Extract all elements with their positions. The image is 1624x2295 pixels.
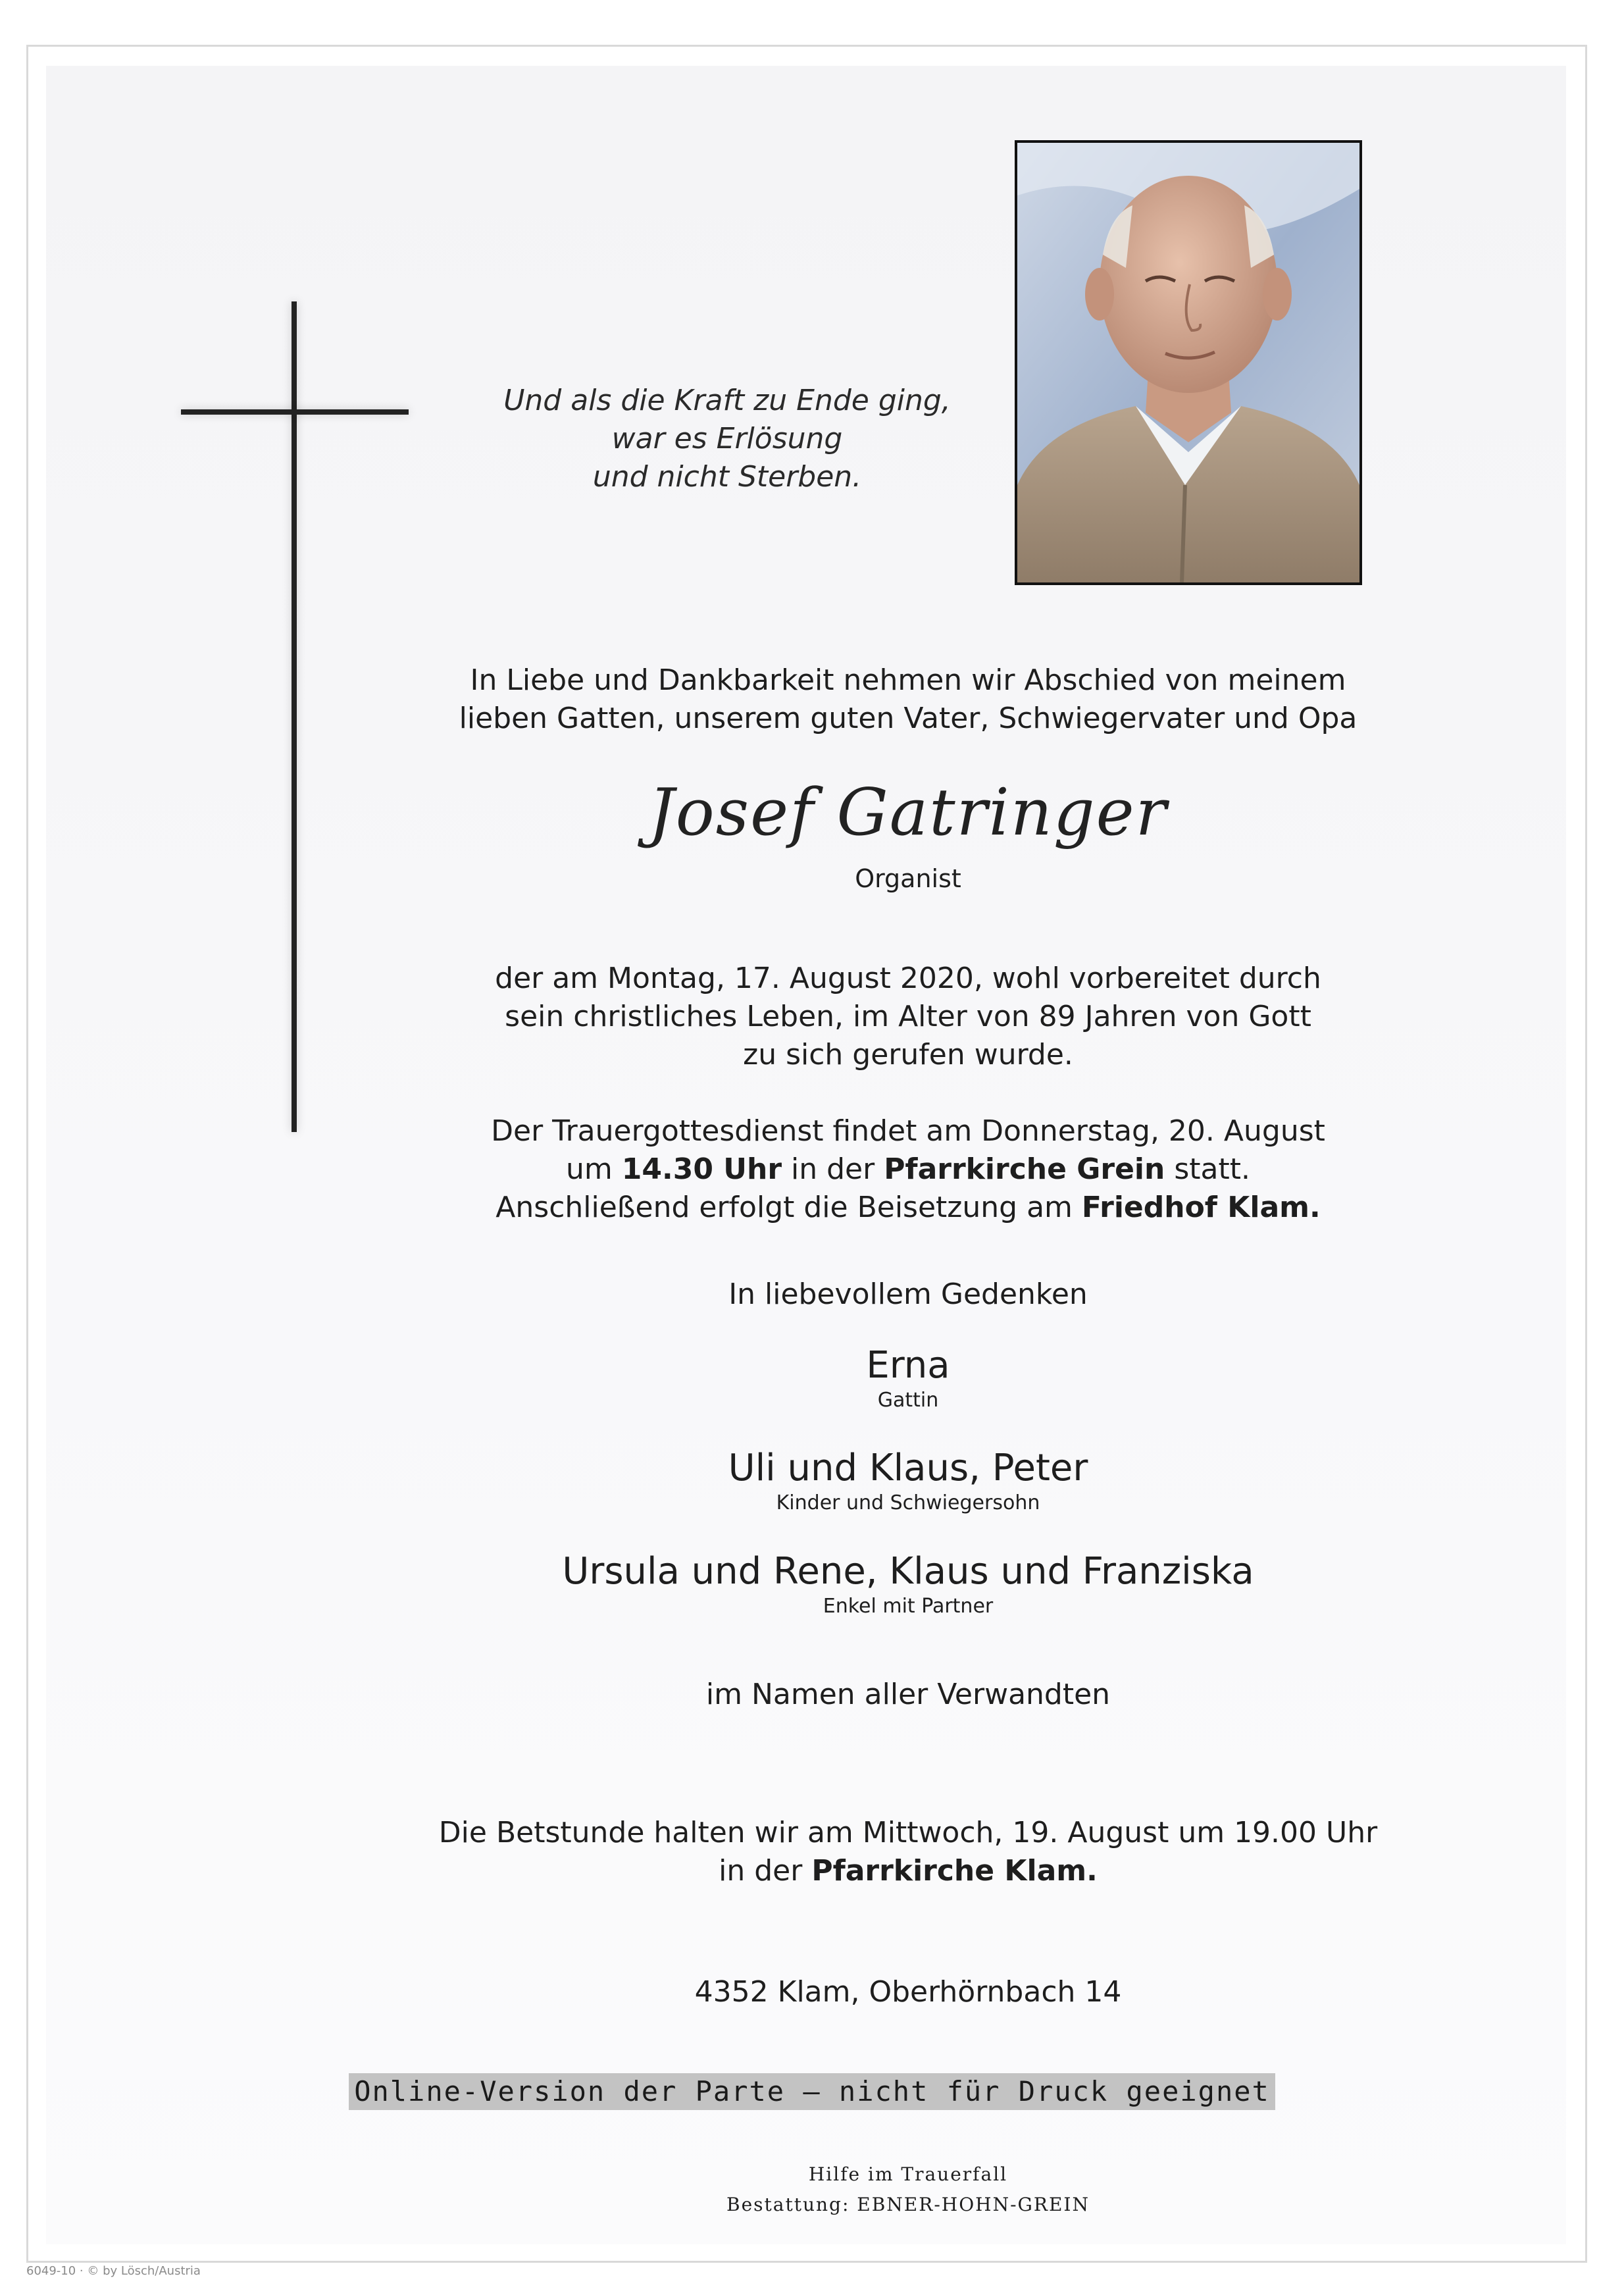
cross-vertical-beam: [292, 301, 297, 1132]
family-member-relation: Enkel mit Partner: [823, 1595, 994, 1618]
family-member-names: Erna: [866, 1344, 950, 1387]
prayer-church: Pfarrkirche Klam.: [811, 1854, 1098, 1888]
funeral-home-name: Bestattung: EBNER-HOHN-GREIN: [726, 2194, 1090, 2215]
print-imprint: 6049-10 · © by Lösch/Austria: [26, 2264, 201, 2278]
deceased-name: Josef Gatringer: [648, 775, 1168, 850]
prayer-hour-info: [408, 1814, 1408, 1890]
death-line: sein christliches Leben, im Alter von 89 Jahren von Gott: [505, 1000, 1311, 1033]
prayer-line: Die Betstunde halten wir am Mittwoch, 19. August um 19.00 Uhr: [438, 1816, 1378, 1849]
service-line: [408, 1189, 1408, 1227]
family-member-relation: Kinder und Schwiegersohn: [776, 1491, 1040, 1514]
service-line: [408, 1150, 1408, 1189]
farewell-intro: [408, 661, 1408, 738]
family-member-names: Ursula und Rene, Klaus und Franziska: [562, 1550, 1254, 1593]
family-address: 4352 Klam, Oberhörnbach 14: [694, 1975, 1122, 2009]
memorial-quote: [454, 382, 1000, 496]
cross-horizontal-beam: [181, 409, 409, 415]
service-line: Der Trauergottesdienst findet am Donnerstag, 20. August: [491, 1114, 1325, 1148]
quote-line: und nicht Sterben.: [592, 460, 862, 494]
quote-line: Und als die Kraft zu Ende ging,: [503, 384, 951, 417]
portrait-photo: [1015, 140, 1362, 585]
funeral-service-info: [408, 1112, 1408, 1227]
intro-line: In Liebe und Dankbarkeit nehmen wir Abschied von meinem: [470, 663, 1346, 697]
intro-line: lieben Gatten, unserem guten Vater, Schwiegervater und Opa: [459, 702, 1358, 735]
memorial-heading: In liebevollem Gedenken: [728, 1277, 1088, 1311]
service-church: Pfarrkirche Grein: [884, 1152, 1165, 1186]
deceased-occupation: Organist: [855, 864, 961, 893]
prayer-line: [408, 1852, 1408, 1890]
prayer-text: in der: [719, 1854, 812, 1888]
service-time: 14.30 Uhr: [621, 1152, 782, 1186]
online-version-notice: Online-Version der Parte – nicht für Druck geeignet: [349, 2073, 1275, 2110]
service-text: in der: [782, 1152, 884, 1186]
portrait-image: [1017, 143, 1359, 582]
burial-text: Anschließend erfolgt die Beisetzung am: [495, 1191, 1082, 1224]
quote-line: war es Erlösung: [611, 422, 843, 455]
service-text: um: [566, 1152, 622, 1186]
death-notice: [408, 960, 1408, 1074]
family-member-relation: Gattin: [877, 1389, 939, 1412]
funeral-home-slogan: Hilfe im Trauerfall: [808, 2163, 1008, 2185]
online-notice-row: [0, 2073, 1624, 2110]
relatives-note: im Namen aller Verwandten: [705, 1678, 1111, 1711]
burial-cemetery: Friedhof Klam.: [1081, 1191, 1321, 1224]
death-line: der am Montag, 17. August 2020, wohl vorbereitet durch: [495, 962, 1321, 995]
service-text: statt.: [1165, 1152, 1250, 1186]
death-line: zu sich gerufen wurde.: [743, 1038, 1073, 1071]
family-member-names: Uli und Klaus, Peter: [728, 1447, 1088, 1489]
